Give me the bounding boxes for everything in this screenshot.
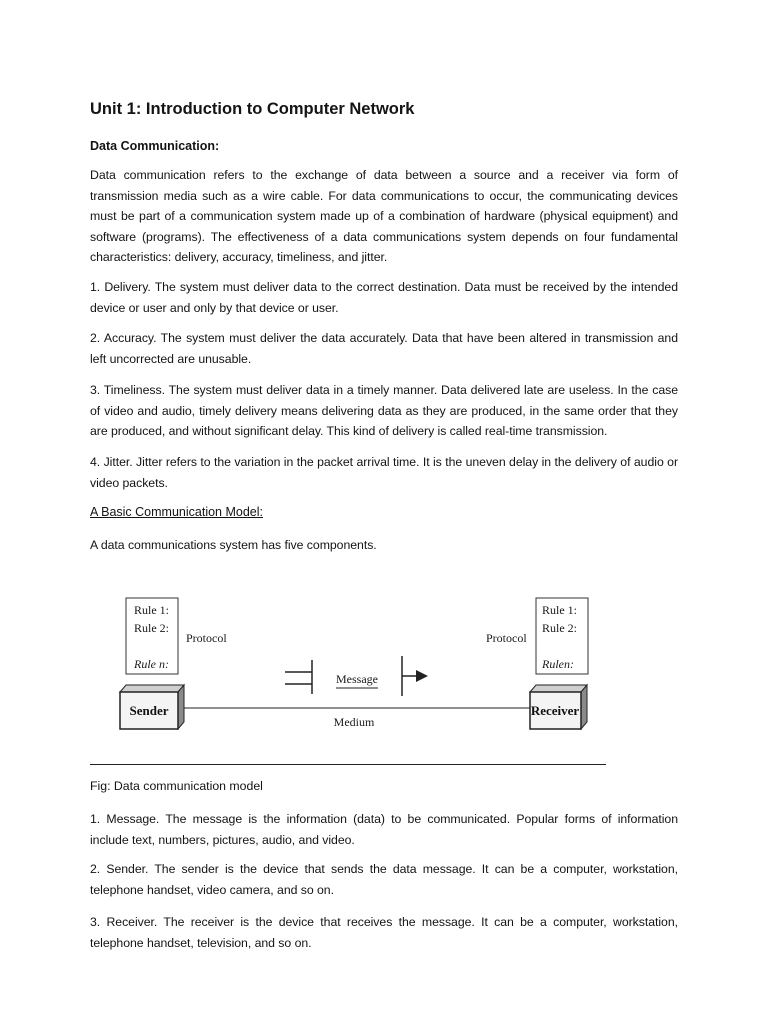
section-heading-data-communication: Data Communication: bbox=[90, 139, 220, 153]
receiver-rule-1: Rule 1: bbox=[542, 603, 577, 617]
component-receiver: 3. Receiver. The receiver is the device that receives the message. It can be a computer, workstation, telephone handset, television, and so on. bbox=[90, 915, 678, 950]
sender-device-side bbox=[178, 685, 184, 729]
sender-label: Sender bbox=[129, 703, 169, 718]
protocol-left-label: Protocol bbox=[186, 631, 227, 645]
receiver-rule-n: Rulen: bbox=[542, 657, 574, 671]
horizontal-divider bbox=[90, 764, 606, 765]
receiver-label: Receiver bbox=[530, 703, 580, 718]
figure-caption: Fig: Data communication model bbox=[90, 779, 263, 793]
component-sender: 2. Sender. The sender is the device that sends the data message. It can be a computer, workstation, telephone handset, video camera, and so on. bbox=[90, 862, 678, 897]
point-delivery: 1. Delivery. The system must deliver data to the correct destination. Data must be received by the intended device or user and only by that device or user. bbox=[90, 280, 678, 315]
receiver-rule-2: Rule 2: bbox=[542, 621, 577, 635]
communication-model-diagram bbox=[110, 588, 590, 738]
components-intro: A data communications system has five components. bbox=[90, 538, 377, 552]
section-heading-communication-model: A Basic Communication Model: bbox=[90, 505, 263, 519]
receiver-device-side bbox=[581, 685, 587, 729]
point-timeliness: 3. Timeliness. The system must deliver data in a timely manner. Data delivered late are useless. In the case of video and audio, timely delivery means delivering data as they are produced, in the same order that they are produced, and without significant delay. This kind of delivery is called real-time transmission. bbox=[90, 383, 678, 438]
medium-label: Medium bbox=[333, 715, 375, 729]
receiver-device-top bbox=[530, 685, 587, 692]
page-title: Unit 1: Introduction to Computer Network bbox=[90, 100, 415, 118]
sender-rule-1: Rule 1: bbox=[134, 603, 169, 617]
intro-paragraph: Data communication refers to the exchange of data between a source and a receiver via form of transmission media such as a wire cable. For data communications to occur, the communicating devices must be part of a communication system made up of a combination of hardware (physical equipment) and software (programs). The effectiveness of a data communications system depends on four fundamental characteristics: delivery, accuracy, timeliness, and jitter. bbox=[90, 168, 678, 264]
message-arrow-head bbox=[416, 670, 428, 682]
point-accuracy: 2. Accuracy. The system must deliver the data accurately. Data that have been altered in transmission and left uncorrected are unusable. bbox=[90, 331, 678, 366]
protocol-right-label: Protocol bbox=[486, 631, 527, 645]
sender-rule-2: Rule 2: bbox=[134, 621, 169, 635]
point-jitter: 4. Jitter. Jitter refers to the variation in the packet arrival time. It is the uneven delay in the delivery of audio or video packets. bbox=[90, 455, 678, 490]
sender-device-top bbox=[120, 685, 184, 692]
message-label: Message bbox=[336, 672, 378, 686]
sender-rule-n: Rule n: bbox=[134, 657, 169, 671]
component-message: 1. Message. The message is the information (data) to be communicated. Popular forms of information include text, numbers, pictures, audio, and video. bbox=[90, 812, 678, 847]
